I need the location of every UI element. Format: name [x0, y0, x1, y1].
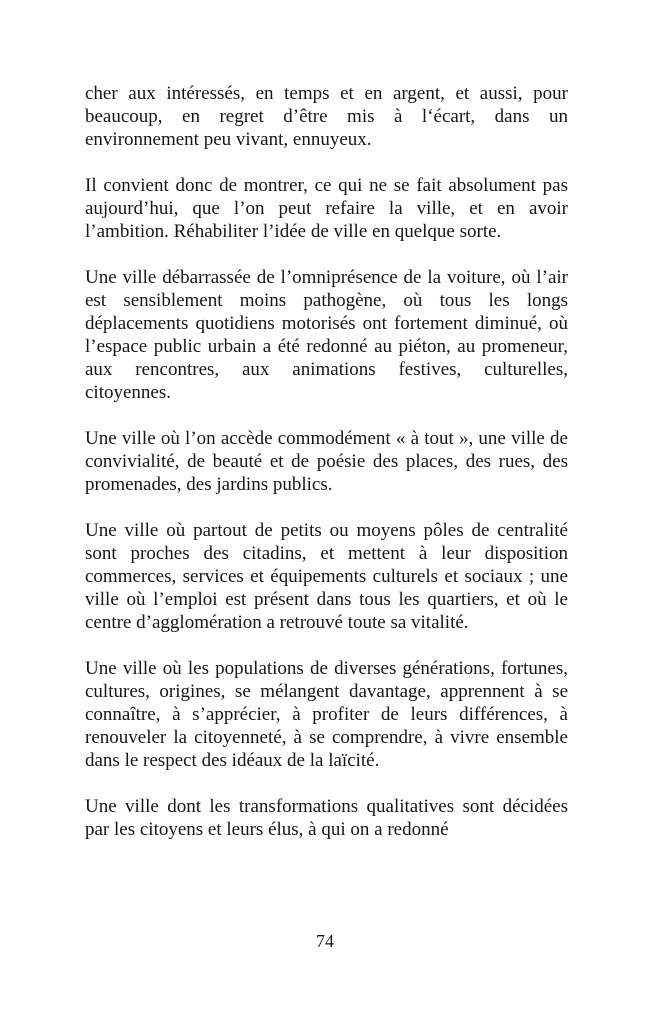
paragraph: Une ville dont les transformations qualitatives sont décidées par les citoyens et leurs élus, à qui on a redonné: [85, 796, 568, 840]
paragraph: Une ville débarrassée de l’omniprésence de la voiture, où l’air est sensiblement moins pathogène, où tous les longs déplacements quotidiens motorisés ont fortement diminué, où l’espace public urbain a été redonné au piéton, au promeneur, aux rencontres, aux animations festives, culturelles, citoyennes.: [85, 267, 568, 403]
paragraph: cher aux intéressés, en temps et en argent, et aussi, pour beaucoup, en regret d’être mis à l‘écart, dans un environnement peu vivant, ennuyeux.: [85, 83, 568, 150]
paragraph: Il convient donc de montrer, ce qui ne se fait absolument pas aujourd’hui, que l’on peut refaire la ville, et en avoir l’ambition. Réhabiliter l’idée de ville en quelque sorte.: [85, 175, 568, 242]
paragraph: Une ville où partout de petits ou moyens pôles de centralité sont proches des citadins, et mettent à leur disposition commerces, services et équipements culturels et sociaux ; une ville où l’emploi est présent dans tous les quartiers, et où le centre d’agglomération a retrouvé toute sa vitalité.: [85, 520, 568, 633]
paragraph: Une ville où les populations de diverses générations, fortunes, cultures, origines, se mélangent davantage, apprennent à se connaître, à s’apprécier, à profiter de leurs différences, à renouveler la citoyenneté, à se comprendre, à vivre ensemble dans le respect des idéaux de la laïcité.: [85, 658, 568, 771]
page-number: 74: [316, 931, 334, 951]
page-body-text: [85, 82, 568, 841]
paragraph: Une ville où l’on accède commodément « à tout », une ville de convivialité, de beauté et de poésie des places, des rues, des promenades, des jardins publics.: [85, 428, 568, 495]
